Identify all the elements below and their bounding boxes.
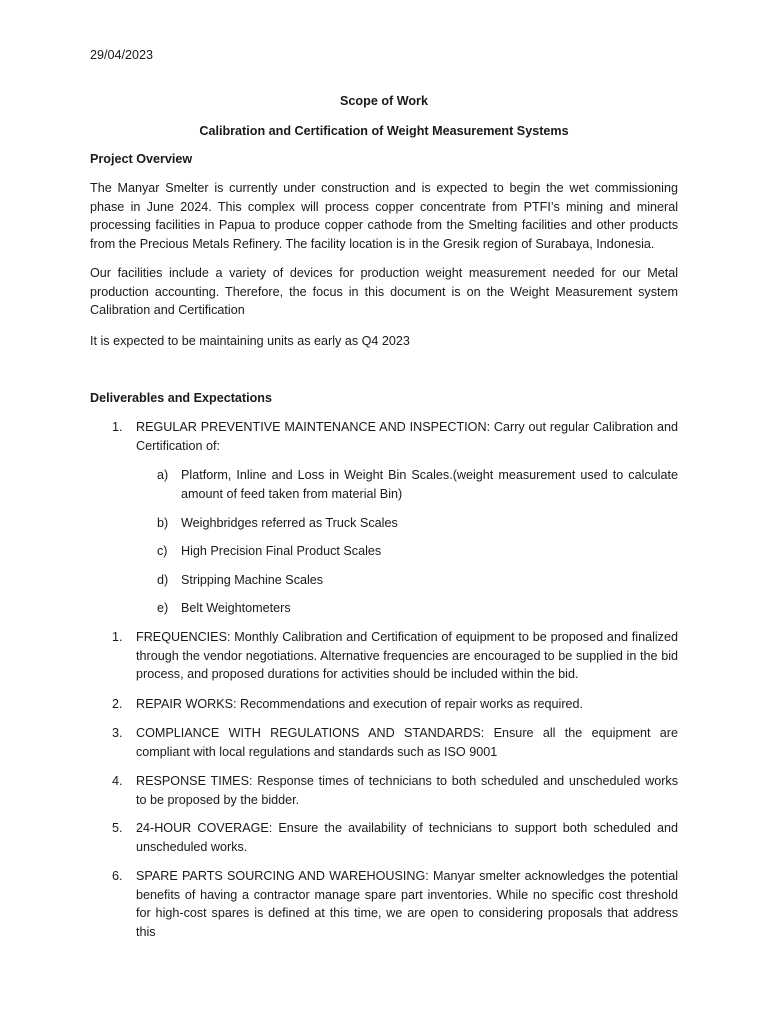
sub-list-item-letter: d) [157, 573, 169, 587]
list-item-text: REPAIR WORKS: Recommendations and execution of repair works as required. [136, 697, 584, 711]
document-title: Scope of Work [340, 94, 428, 108]
deliverables-heading: Deliverables and Expectations [90, 391, 272, 405]
list-item-text: COMPLIANCE WITH REGULATIONS AND STANDARDS: Ensure all the equipment are compliant with local regulations and standards such as ISO 9001 [136, 726, 678, 759]
sub-list-item-text: Platform, Inline and Loss in Weight Bin Scales.(weight measurement used to calculate amount of feed taken from material Bin) [181, 468, 678, 501]
sub-list-item-text: Stripping Machine Scales [181, 573, 324, 587]
list-item-text: 24-HOUR COVERAGE: Ensure the availability of technicians to support both scheduled and unscheduled works. [136, 821, 678, 854]
list-item-text: FREQUENCIES: Monthly Calibration and Certification of equipment to be proposed and finalized through the vendor negotiations. Alternative frequencies are encouraged to be supplied in the bid process, and proposed durations for activities should be included within the bid. [136, 630, 678, 682]
project-overview-heading: Project Overview [90, 152, 193, 166]
list-item-number: 1. [112, 630, 123, 644]
list-item-text: REGULAR PREVENTIVE MAINTENANCE AND INSPECTION: Carry out regular Calibration and Certification of: [136, 420, 678, 453]
list-item-number: 5. [112, 821, 123, 835]
sub-list-item-text: Weighbridges referred as Truck Scales [181, 516, 398, 530]
list-item-number: 3. [112, 726, 123, 740]
overview-paragraph: The Manyar Smelter is currently under construction and is expected to begin the wet commissioning phase in June 2024. This complex will process copper concentrate from PTFI’s mining and mineral processing facilities in Papua to produce copper cathode from the Smelting facilities and other products from the Precious Metals Refinery. The facility location is in the Gresik region of Surabaya, Indonesia. [90, 181, 678, 251]
sub-list-item-text: High Precision Final Product Scales [181, 544, 382, 558]
list-item-number: 2. [112, 697, 123, 711]
sub-list-item-letter: b) [157, 516, 169, 530]
list-item-number: 6. [112, 869, 123, 883]
sub-list-item-text: Belt Weightometers [181, 601, 291, 615]
overview-paragraph: Our facilities include a variety of devices for production weight measurement needed for our Metal production accounting. Therefore, the focus in this document is on the Weight Measurement system Calibration and Certification [90, 266, 678, 318]
document-date: 29/04/2023 [90, 48, 154, 62]
sub-list-item-letter: c) [157, 544, 168, 558]
list-item-number: 1. [112, 420, 123, 434]
overview-paragraph: It is expected to be maintaining units as early as Q4 2023 [90, 334, 410, 348]
list-item-text: SPARE PARTS SOURCING AND WAREHOUSING: Manyar smelter acknowledges the potential benefits of having a contractor manage spare part inventories. While no specific cost threshold for high-cost spares is defined at this time, we are open to considering proposals that address this [136, 869, 678, 939]
document-subtitle: Calibration and Certification of Weight Measurement Systems [199, 124, 569, 138]
list-item-text: RESPONSE TIMES: Response times of technicians to both scheduled and unscheduled works to be proposed by the bidder. [136, 774, 678, 807]
sub-list-item-letter: e) [157, 601, 169, 615]
list-item-number: 4. [112, 774, 123, 788]
sub-list-item-letter: a) [157, 468, 169, 482]
